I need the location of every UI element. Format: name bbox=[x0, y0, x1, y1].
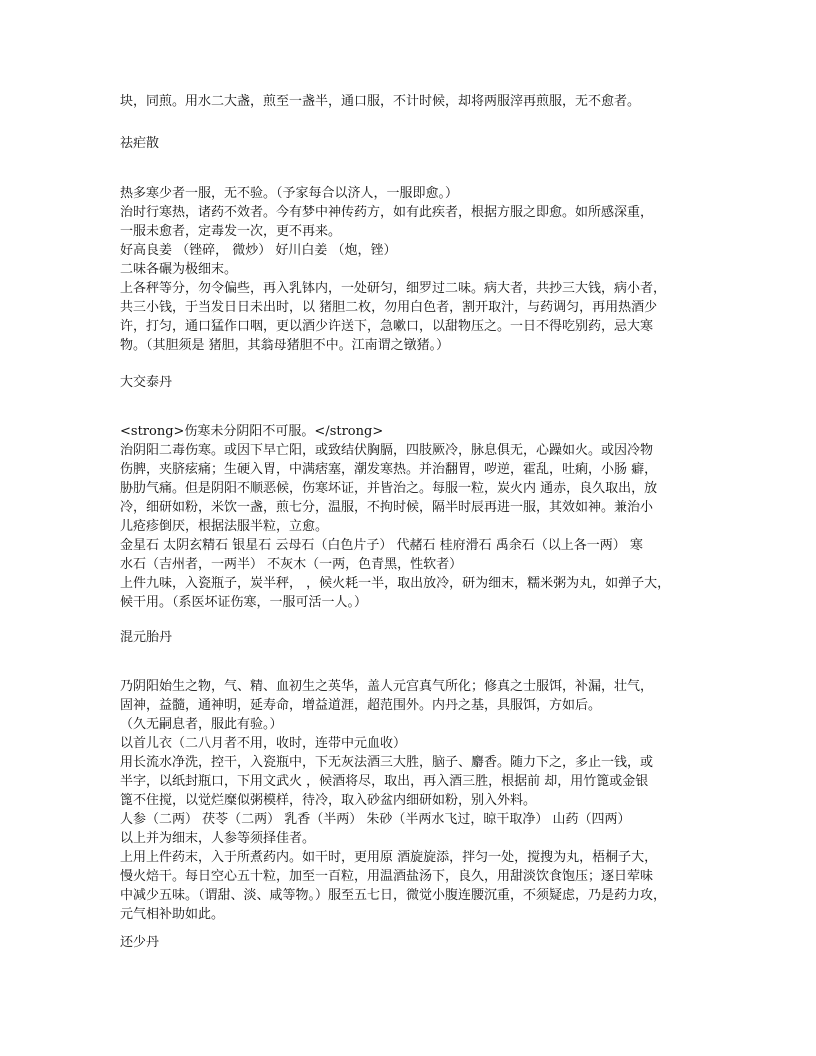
text-line: 篦不住搅，以觉烂糜似粥模样，待冷，取入砂盆内细研如粉，别入外料。 bbox=[120, 793, 537, 808]
text-line: 热多寒少者一服，无不验。（予家每合以济人，一服即愈。） bbox=[120, 186, 459, 201]
text-line: 伤脾，夹脐痃痛；生硬入胃，中满痞塞，潮发寒热。并治翻胃，哕逆，霍乱，吐痢，小肠 癖， bbox=[120, 462, 658, 477]
text-line: 二味各碾为极细末。 bbox=[120, 262, 238, 277]
section-title: 大交泰丹 bbox=[120, 375, 173, 390]
text-line: 半字，以纸封瓶口，下用文武火 ，候酒将尽，取出，再入酒三胜，根据前 却，用竹篦或金银 bbox=[120, 774, 649, 789]
text-line: 胁肋气痛。但是阴阳不顺恶候，伤寒坏证，并皆治之。每服一粒，炭火内 通赤，良久取出，放 bbox=[120, 481, 658, 496]
text-line: 慢火焙干。每日空心五十粒，加至一百粒，用温酒盐汤下，良久，用甜淡饮食饱压；逐日荤味 bbox=[120, 869, 654, 884]
text-line: 人参（二两） 茯苓（二两） 乳香（半两） 朱砂（半两水飞过，晾干取净） 山药（四两） bbox=[120, 812, 631, 827]
section-body bbox=[120, 422, 695, 612]
text-line: 一服未愈者，定毒发一次，更不再来。 bbox=[120, 224, 342, 239]
text-line: 块，同煎。用水二大盏，煎至一盏半，通口服，不计时候，却将两服滓再煎服，无不愈者。 bbox=[120, 94, 641, 109]
text-line: 上用上件药末，入于所煮药内。如干时，更用原 酒旋旋添，拌匀一处，搅搜为丸，梧桐子大， bbox=[120, 850, 658, 865]
text-line: 治阴阳二毒伤寒。或因下早亡阳，或致结伏胸膈，四肢厥冷，脉息俱无，心躁如火。或因冷物 bbox=[120, 443, 654, 458]
text-line: 元气相补助如此。 bbox=[120, 907, 225, 922]
text-line: 儿疮疹倒厌，根据法服半粒，立愈。 bbox=[120, 519, 329, 534]
text-line: 中减少五味。（谓甜、淡、咸等物。）服至五七日，微觉小腹连腰沉重，不须疑虑，乃是药力攻， bbox=[120, 888, 667, 903]
text-line: 水石（吉州者，一两半） 不灰木（一两，色青黑，性软者） bbox=[120, 557, 463, 572]
text-line: 上件九味，入瓷瓶子，炭半秤， ，候火耗一半，取出放冷，研为细末，糯米粥为丸，如弹子大， bbox=[120, 576, 671, 591]
text-line: 候干用。（系医坏证伤寒，一服可活一人。） bbox=[120, 595, 368, 610]
text-line: 用长流水净洗，控干，入瓷瓶中，下无灰法酒三大胜，脑子、麝香。随力下之，多止一钱，或 bbox=[120, 755, 654, 770]
section-title: 祛疟散 bbox=[120, 136, 160, 151]
text-line: 治时行寒热，诸药不效者。今有梦中神传药方，如有此疾者，根据方服之即愈。如所感深重， bbox=[120, 205, 654, 220]
text-line: 金星石 太阴玄精石 银星石 云母石（白色片子） 代赭石 桂府滑石 禹余石（以上各一两） 寒 bbox=[120, 538, 643, 553]
intro-paragraph bbox=[120, 92, 695, 111]
text-line: （久无嗣息者，服此有验。） bbox=[120, 717, 283, 732]
text-line: 好高良姜 （锉碎， 微炒） 好川白姜 （炮，锉） bbox=[120, 243, 397, 258]
text-line: <strong>伤寒未分阴阳不可服。</strong> bbox=[120, 424, 384, 439]
section-title: 还少丹 bbox=[120, 935, 160, 950]
text-line: 上各秤等分，勿令偏些，再入乳钵内，一处研匀，细罗过二味。病大者，共抄三大钱，病小者， bbox=[120, 281, 667, 296]
section-body bbox=[120, 184, 695, 355]
section-body bbox=[120, 677, 695, 924]
section-title: 混元胎丹 bbox=[120, 630, 173, 645]
text-line: 物。（其胆须是 猪胆，其翁母猪胆不中。江南谓之镦猪。） bbox=[120, 338, 450, 353]
text-line: 以首儿衣（二八月者不用，收时，连带中元血收） bbox=[120, 736, 407, 751]
text-line: 固神，益髓，通神明，延寿命，增益道涯，超范围外。内丹之基，具服饵，方如后。 bbox=[120, 698, 602, 713]
text-line: 许，打匀，通口猛作口咽，更以酒少许送下，急嗽口，以甜物压之。一日不得吃别药，忌大寒 bbox=[120, 319, 654, 334]
text-line: 以上并为细末，人参等须择佳者。 bbox=[120, 831, 316, 846]
text-line: 冷，细研如粉，米饮一盏，煎七分，温服，不拘时候，隔半时辰再进一服，其效如神。兼治小 bbox=[120, 500, 654, 515]
text-line: 共三小钱，于当发日日未出时，以 猪胆二枚，勿用白色者，割开取汁，与药调匀，再用热酒少 bbox=[120, 300, 658, 315]
text-line: 乃阴阳始生之物，气、精、血初生之英华，盖人元宫真气所化；修真之士服饵，补漏，壮气， bbox=[120, 679, 654, 694]
